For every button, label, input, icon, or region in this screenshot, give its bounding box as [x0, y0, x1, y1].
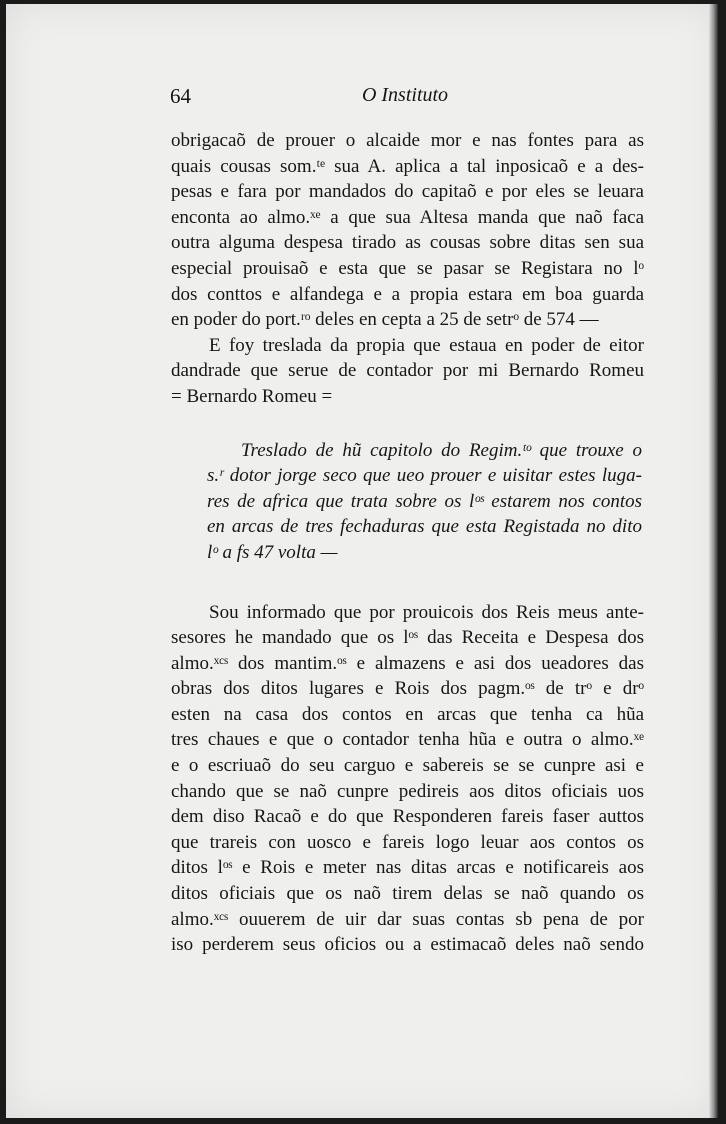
text-line: outra alguma despesa tirado as cousas sobre ditas sen sua: [171, 232, 644, 254]
text-line: dos conttos e alfandega e a propia estara em boa guarda: [171, 283, 644, 305]
page-number: 64: [170, 84, 191, 108]
heading-line: res de africa que trata sobre os lᵒˢ estarem nos contos: [207, 490, 642, 512]
book-page: [6, 4, 718, 1118]
text-line: almo.ˣᶜˢ ouuerem de uir dar suas contas sb pena de por: [171, 908, 644, 930]
text-line: tres chaues e que o contador tenha hũa e outra o almo.ˣᵉ: [171, 729, 644, 751]
text-line: que trareis con uosco e fareis logo leuar aos contos os: [171, 831, 644, 853]
text-line: esten na casa dos contos en arcas que tenha ca hũa: [171, 703, 644, 725]
text-line: especial prouisaõ e esta que se pasar se Registara no lᵒ: [171, 257, 644, 279]
text-line: enconta ao almo.ˣᵉ a que sua Altesa manda que naõ faca: [171, 206, 644, 228]
heading-line: Treslado de hũ capitolo do Regim.ᵗᵒ que trouxe o: [241, 439, 642, 461]
spacer: [171, 410, 644, 438]
paragraph-2: [171, 333, 644, 410]
text-line: ditos oficiais que os naõ tirem delas se naõ quando os: [171, 883, 644, 905]
text-line: obrigacaõ de prouer o alcaide mor e nas fontes para as: [171, 130, 644, 151]
text-line: quais cousas som.ᵗᵉ sua A. aplica a tal inposicaõ e a des-: [171, 155, 644, 177]
heading-line: en arcas de tres fechaduras que esta Registada no dito: [207, 516, 642, 538]
text-line: obras dos ditos lugares e Rois dos pagm.ᵒˢ de trᵒ e drᵒ: [171, 678, 644, 700]
page-text: [171, 128, 644, 958]
text-line: en poder do port.ʳᵒ deles en cepta a 25 de setrᵒ de 574 —: [171, 309, 599, 331]
heading-line: lᵒ a fs 47 volta —: [207, 541, 338, 563]
text-line: iso perderem seus oficios ou a estimacaõ deles naõ sendo: [171, 934, 644, 956]
paragraph-3: [171, 600, 644, 958]
text-line: almo.ˣᶜˢ dos mantim.ᵒˢ e almazens e asi dos ueadores das: [171, 652, 644, 674]
text-line: = Bernardo Romeu =: [171, 385, 333, 407]
page-header: [166, 84, 644, 112]
text-line: E foy treslada da propia que estaua en poder de eitor: [209, 334, 644, 356]
section-heading: [171, 438, 644, 566]
text-line: ditos lᵒˢ e Rois e meter nas ditas arcas e notificareis aos: [171, 857, 644, 879]
spacer: [171, 566, 644, 600]
text-line: dem diso Racaõ e do que Responderen fareis faser auttos: [171, 806, 644, 828]
text-line: sesores he mandado que os lᵒˢ das Receita e Despesa dos: [171, 627, 644, 649]
text-line: chando que se naõ cunpre pedireis aos ditos oficiais uos: [171, 780, 644, 802]
heading-line: s.ʳ dotor jorge seco que ueo prouer e uisitar estes luga-: [207, 465, 642, 487]
paragraph-1: [171, 128, 644, 333]
running-head: O Instituto: [361, 84, 449, 106]
text-line: e o escriuaõ do seu carguo e sabereis se se cunpre asi e: [171, 755, 644, 777]
text-line: Sou informado que por prouicois dos Reis meus ante-: [209, 601, 644, 623]
page-edge: [708, 4, 718, 1118]
text-line: pesas e fara por mandados do capitaõ e por eles se leuara: [171, 181, 644, 203]
text-line: dandrade que serue de contador por mi Bernardo Romeu: [171, 360, 644, 382]
